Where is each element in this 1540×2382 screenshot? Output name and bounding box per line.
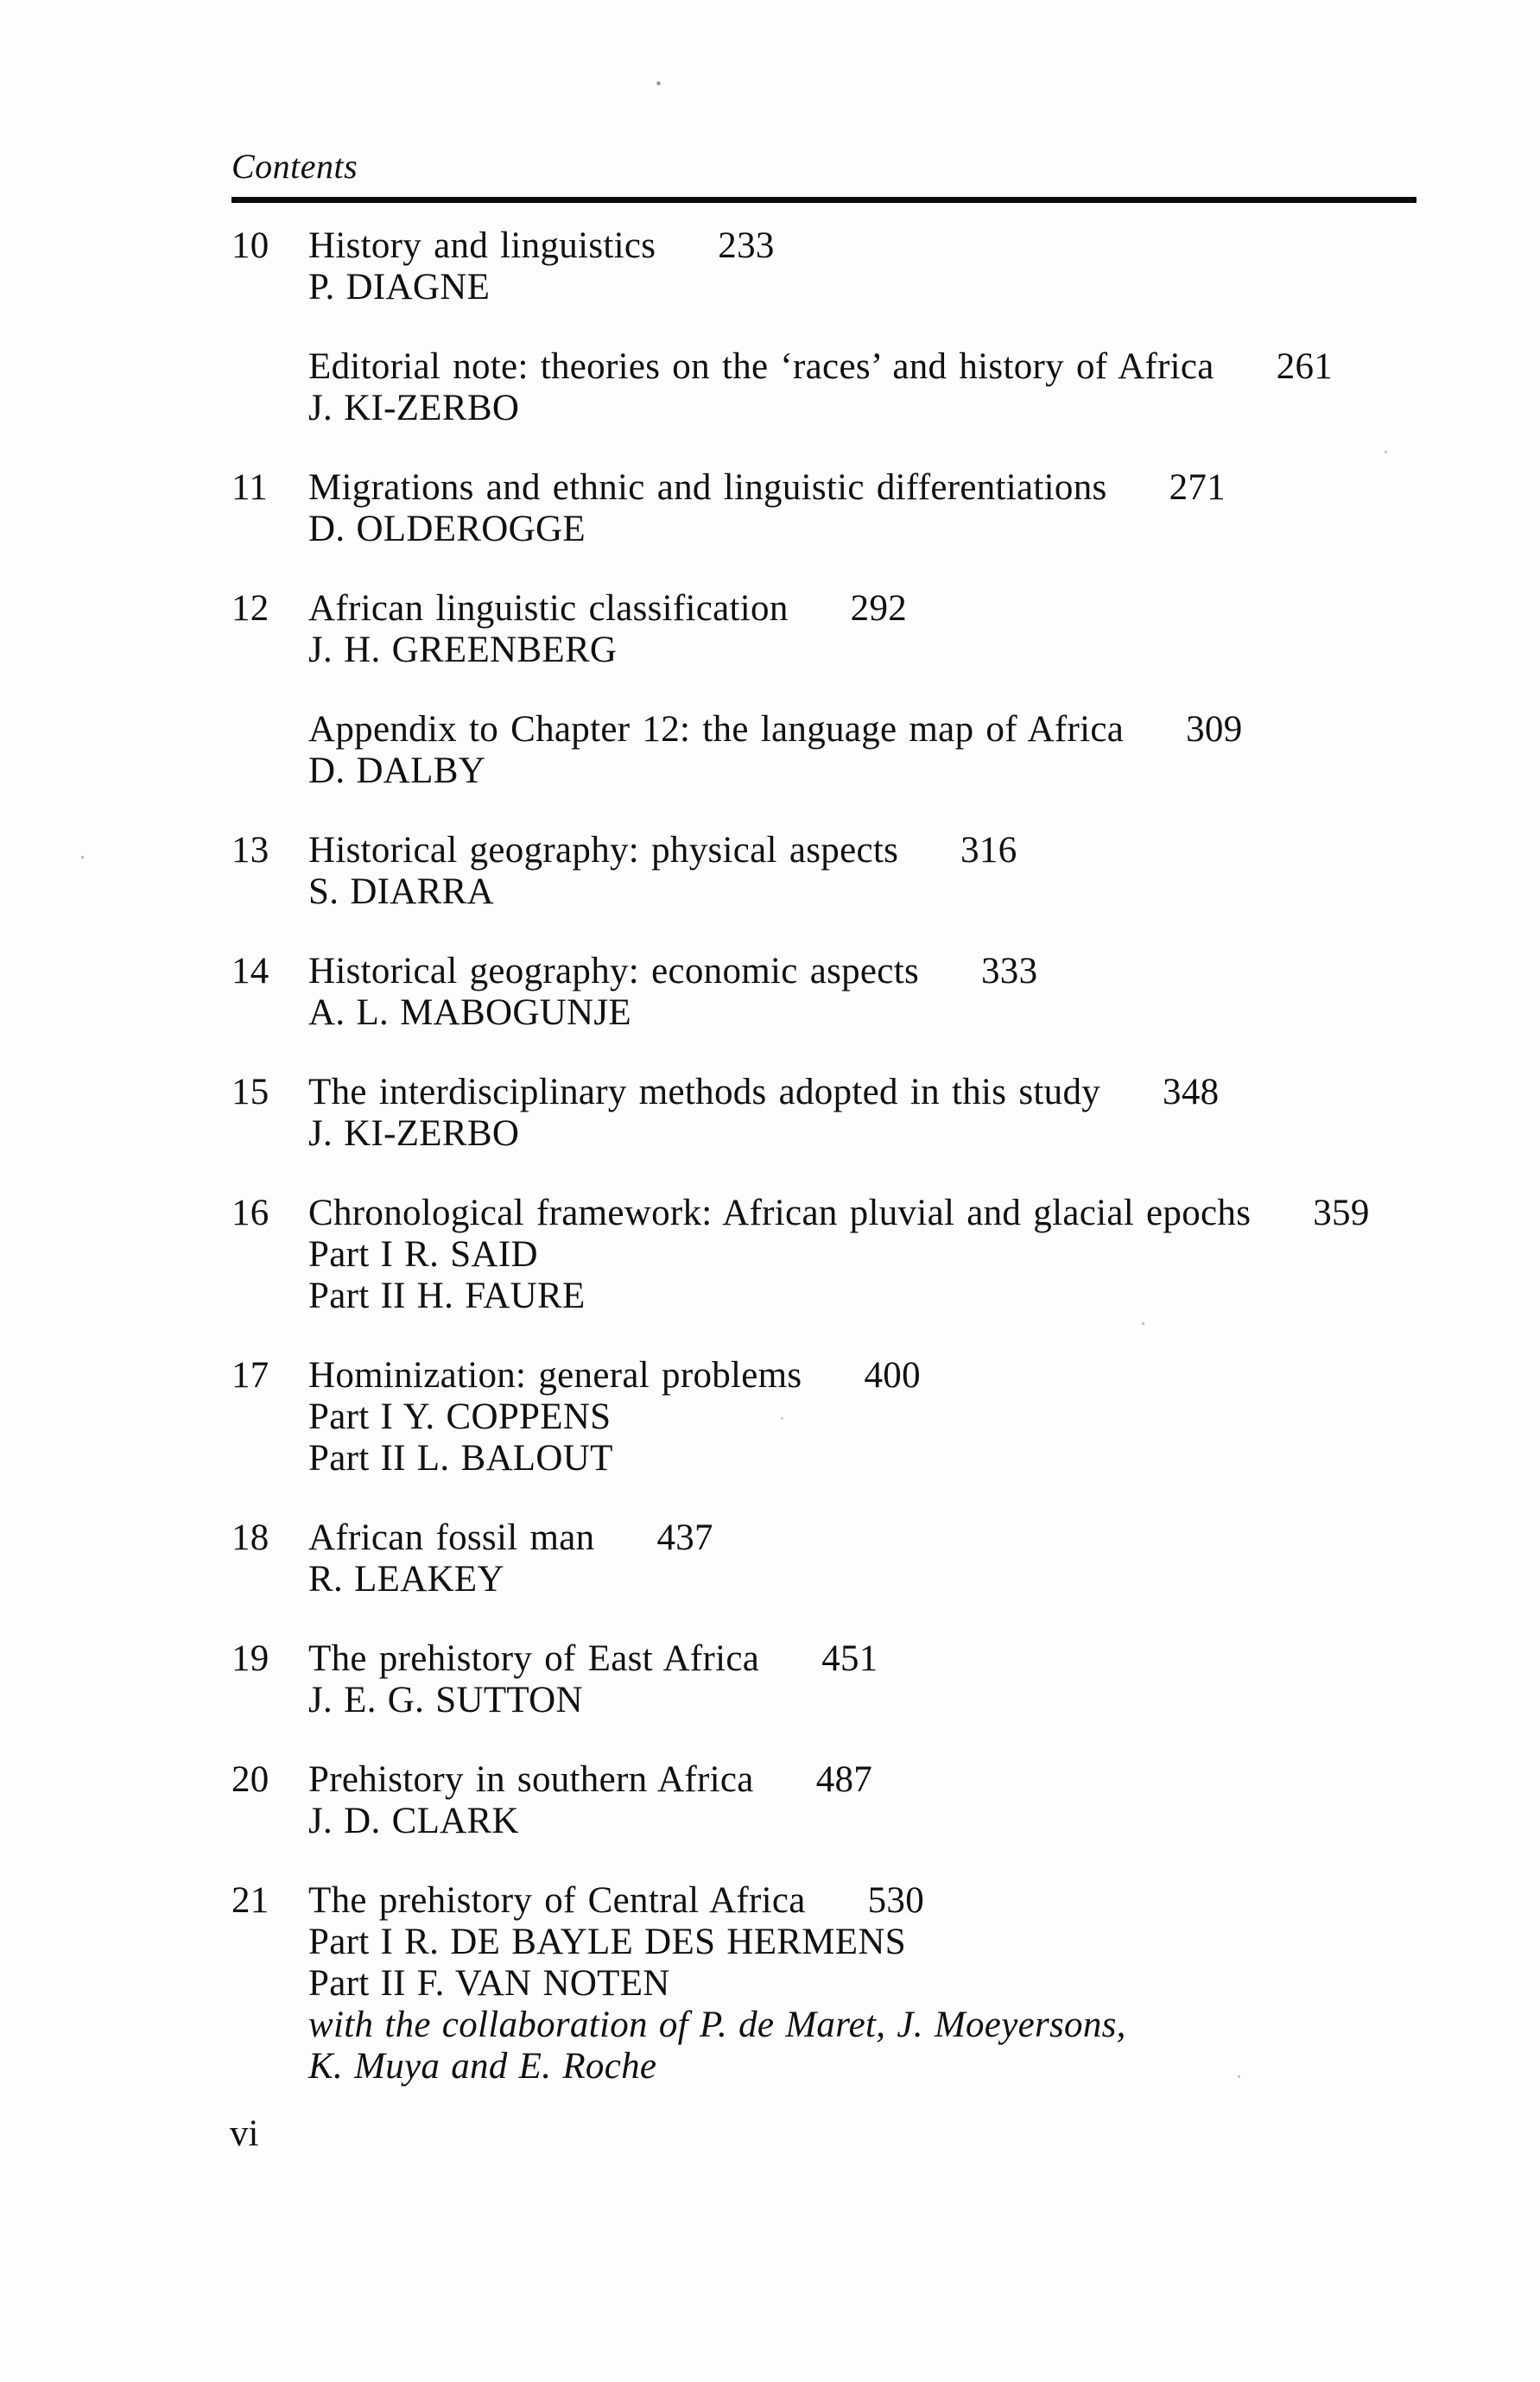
toc-entry [231, 1193, 1432, 1317]
chapter-number: 11 [231, 467, 269, 508]
author-line: Part I Y. COPPENS [308, 1397, 612, 1437]
table-of-contents [231, 225, 1432, 2087]
chapter-number [231, 709, 308, 751]
chapter-title: African linguistic classification [308, 588, 789, 629]
chapter-title: Editorial note: theories on the ‘races’ and history of Africa [308, 346, 1214, 387]
chapter-number: 20 [231, 1759, 269, 1800]
chapter-title-row [231, 346, 1432, 388]
chapter-number: 17 [231, 1355, 269, 1396]
page-ref: 292 [850, 588, 908, 629]
toc-entry [231, 346, 1432, 429]
chapter-number: 10 [231, 225, 269, 266]
author-line: J. KI-ZERBO [308, 1113, 520, 1154]
chapter-title-row [231, 467, 1432, 509]
page-ref: 400 [864, 1355, 921, 1396]
chapter-title: Prehistory in southern Africa [308, 1759, 754, 1800]
scan-speckles [0, 0, 1, 1]
chapter-title-row [231, 588, 1432, 630]
chapter-title-row [231, 225, 1432, 267]
author-line: S. DIARRA [308, 871, 494, 912]
running-head: Contents [231, 147, 358, 186]
toc-entry [231, 467, 1432, 550]
author-line: J. KI-ZERBO [308, 388, 520, 428]
header-rule [231, 197, 1416, 203]
author-line: Part I R. DE BAYLE DES HERMENS [308, 1922, 906, 1962]
chapter-title: The prehistory of East Africa [308, 1638, 760, 1679]
toc-entry [231, 1355, 1432, 1479]
toc-entry [231, 951, 1432, 1034]
chapter-title: The prehistory of Central Africa [308, 1880, 806, 1921]
folio-page-number: vi [230, 2113, 259, 2154]
author-line: Part I R. SAID [308, 1234, 538, 1275]
author-line: J. D. CLARK [308, 1801, 519, 1841]
chapter-title: Appendix to Chapter 12: the language map of Africa [308, 709, 1125, 750]
toc-entry [231, 1759, 1432, 1842]
chapter-title-row [231, 1193, 1432, 1234]
author-line: D. DALBY [308, 751, 486, 791]
page-ref: 261 [1276, 346, 1334, 387]
chapter-title-row [231, 1355, 1432, 1397]
chapter-title-row [231, 1638, 1432, 1680]
page-ref: 271 [1169, 467, 1226, 508]
author-line: R. LEAKEY [308, 1559, 504, 1600]
chapter-title-row [231, 709, 1432, 751]
page-ref: 333 [980, 951, 1038, 991]
chapter-title: History and linguistics [308, 225, 656, 266]
chapter-title-row [231, 1759, 1432, 1801]
toc-entry [231, 1880, 1432, 2087]
chapter-number: 12 [231, 588, 269, 629]
toc-entry [231, 1517, 1432, 1600]
page-ref: 233 [718, 225, 775, 266]
toc-entry [231, 588, 1432, 671]
page-ref: 359 [1313, 1193, 1370, 1233]
chapter-title: Hominization: general problems [308, 1355, 802, 1396]
page-ref: 487 [815, 1759, 873, 1800]
page-ref: 437 [656, 1517, 713, 1558]
chapter-title: The interdisciplinary methods adopted in this study [308, 1072, 1101, 1112]
chapter-title: Historical geography: physical aspects [308, 830, 899, 871]
chapter-title-row [231, 951, 1432, 992]
collaboration-note: K. Muya and E. Roche [308, 2046, 657, 2087]
toc-entry [231, 225, 1432, 308]
chapter-title-row [231, 1072, 1432, 1113]
toc-entry [231, 830, 1432, 913]
author-line: A. L. MABOGUNJE [308, 992, 631, 1033]
chapter-number: 13 [231, 830, 269, 871]
chapter-title-row [231, 1880, 1432, 1922]
chapter-number: 14 [231, 951, 269, 991]
chapter-title: African fossil man [308, 1517, 595, 1558]
author-line: P. DIAGNE [308, 267, 491, 307]
page-ref: 530 [867, 1880, 925, 1921]
page-ref: 451 [821, 1638, 878, 1679]
author-line: J. E. G. SUTTON [308, 1680, 583, 1720]
chapter-title: Chronological framework: African pluvial and glacial epochs [308, 1193, 1252, 1233]
toc-entry [231, 1638, 1432, 1721]
page-ref: 348 [1163, 1072, 1220, 1112]
chapter-title: Historical geography: economic aspects [308, 951, 919, 991]
author-line: Part II F. VAN NOTEN [308, 1963, 670, 2004]
chapter-number [231, 346, 308, 388]
page-ref: 309 [1186, 709, 1243, 750]
page-ref: 316 [960, 830, 1017, 871]
chapter-title: Migrations and ethnic and linguistic differentiations [308, 467, 1107, 508]
chapter-number: 21 [231, 1880, 269, 1921]
chapter-number: 15 [231, 1072, 269, 1112]
author-line: Part II L. BALOUT [308, 1438, 613, 1479]
author-line: J. H. GREENBERG [308, 630, 618, 670]
author-line: Part II H. FAURE [308, 1276, 586, 1316]
chapter-number: 19 [231, 1638, 269, 1679]
chapter-title-row [231, 830, 1432, 871]
toc-entry [231, 1072, 1432, 1155]
chapter-number: 18 [231, 1517, 269, 1558]
toc-entry [231, 709, 1432, 792]
collaboration-note: with the collaboration of P. de Maret, J. Moeyersons, [308, 2005, 1126, 2045]
chapter-number: 16 [231, 1193, 269, 1233]
chapter-title-row [231, 1517, 1432, 1559]
author-line: D. OLDEROGGE [308, 509, 586, 549]
